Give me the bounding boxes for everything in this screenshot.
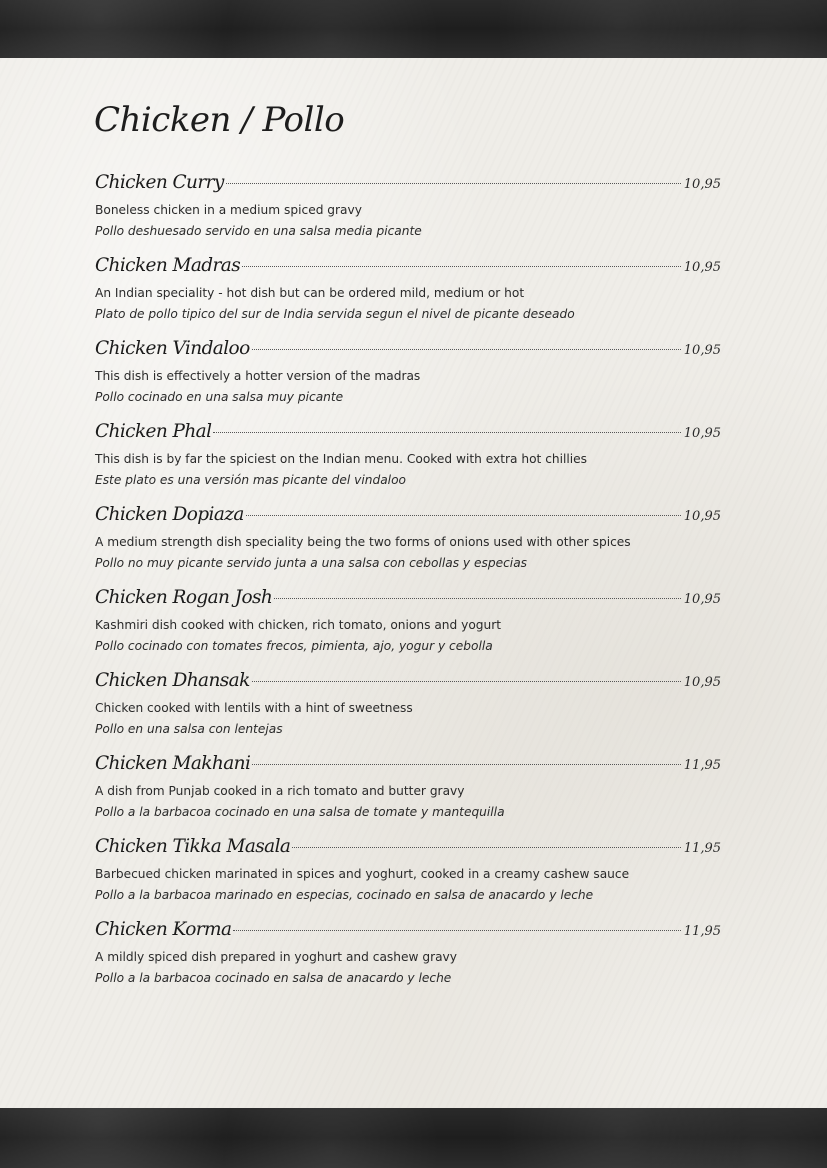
dotted-leader [274,597,681,599]
menu-item-header [95,255,721,283]
menu-item-price: 11,95 [683,924,721,939]
menu-item-header [95,172,721,200]
menu-item-description-es: Pollo cocinado con tomates frecos, pimienta, ajo, yogur y cebolla [95,639,493,653]
menu-item-description-es: Pollo cocinado en una salsa muy picante [95,390,344,404]
menu-item-name: Chicken Makhani [95,753,251,774]
dotted-leader [252,348,681,350]
dotted-leader [252,763,681,765]
menu-item-description-es: Pollo deshuesado servido en una salsa media picante [95,224,422,238]
menu-item-header [95,421,721,449]
menu-item [95,919,721,1002]
menu-item [95,172,721,255]
menu-item [95,587,721,670]
menu-item-description-en: Barbecued chicken marinated in spices and yoghurt, cooked in a creamy cashew sauce [95,867,630,881]
menu-item-name: Chicken Madras [95,255,241,276]
menu-item-description-en: Boneless chicken in a medium spiced gravy [95,203,362,217]
menu-item-description-en: A dish from Punjab cooked in a rich tomato and butter gravy [95,784,465,798]
menu-item-price: 10,95 [683,260,721,275]
dotted-leader [242,265,681,267]
page-title: Chicken / Pollo [94,100,345,140]
top-dark-band [0,0,827,58]
menu-item-name: Chicken Dhansak [95,670,250,691]
menu-item-header [95,919,721,947]
menu-item-description-es: Pollo a la barbacoa cocinado en una salsa de tomate y mantequilla [95,805,505,819]
dotted-leader [252,680,681,682]
menu-item-header [95,836,721,864]
menu-item-price: 11,95 [683,758,721,773]
menu-item-price: 11,95 [683,841,721,856]
menu-item-price: 10,95 [683,343,721,358]
dotted-leader [292,846,680,848]
menu-item-name: Chicken Tikka Masala [95,836,291,857]
dotted-leader [226,182,681,184]
menu-item [95,836,721,919]
dotted-leader [233,929,680,931]
menu-item-name: Chicken Vindaloo [95,338,250,359]
menu-item-name: Chicken Dopiaza [95,504,244,525]
menu-item-price: 10,95 [683,592,721,607]
menu-item-description-es: Plato de pollo tipico del sur de India servida segun el nivel de picante deseado [95,307,575,321]
menu-item-name: Chicken Rogan Josh [95,587,273,608]
menu-item-description-en: An Indian speciality - hot dish but can be ordered mild, medium or hot [95,286,525,300]
bottom-dark-band [0,1108,827,1168]
menu-item-description-es: Pollo a la barbacoa marinado en especias, cocinado en salsa de anacardo y leche [95,888,594,902]
menu-item-header [95,753,721,781]
menu-item-description-en: A medium strength dish speciality being the two forms of onions used with other spices [95,535,631,549]
dotted-leader [246,514,681,516]
menu-item-name: Chicken Korma [95,919,232,940]
menu-item [95,255,721,338]
menu-item [95,753,721,836]
menu-item-description-en: This dish is effectively a hotter version of the madras [95,369,421,383]
dotted-leader [213,431,680,433]
menu-item-price: 10,95 [683,509,721,524]
menu-item-name: Chicken Curry [95,172,224,193]
menu-item-description-es: Pollo a la barbacoa cocinado en salsa de anacardo y leche [95,971,452,985]
menu-item-header [95,338,721,366]
menu-item-name: Chicken Phal [95,421,212,442]
menu-item [95,421,721,504]
menu-item-header [95,504,721,532]
menu-item [95,504,721,587]
menu-item-description-es: Pollo en una salsa con lentejas [95,722,283,736]
menu-item-price: 10,95 [683,675,721,690]
menu-item [95,338,721,421]
menu-item-description-en: Kashmiri dish cooked with chicken, rich tomato, onions and yogurt [95,618,502,632]
menu-item-price: 10,95 [683,177,721,192]
menu-item-description-es: Pollo no muy picante servido junta a una salsa con cebollas y especias [95,556,528,570]
menu-item-description-en: Chicken cooked with lentils with a hint of sweetness [95,701,413,715]
menu-item-header [95,670,721,698]
menu-item-description-en: A mildly spiced dish prepared in yoghurt and cashew gravy [95,950,457,964]
menu-item-price: 10,95 [683,426,721,441]
menu-item-description-en: This dish is by far the spiciest on the Indian menu. Cooked with extra hot chillies [95,452,588,466]
menu-item-description-es: Este plato es una versión mas picante del vindaloo [95,473,406,487]
menu-item-header [95,587,721,615]
menu-list [95,172,721,1002]
menu-item [95,670,721,753]
